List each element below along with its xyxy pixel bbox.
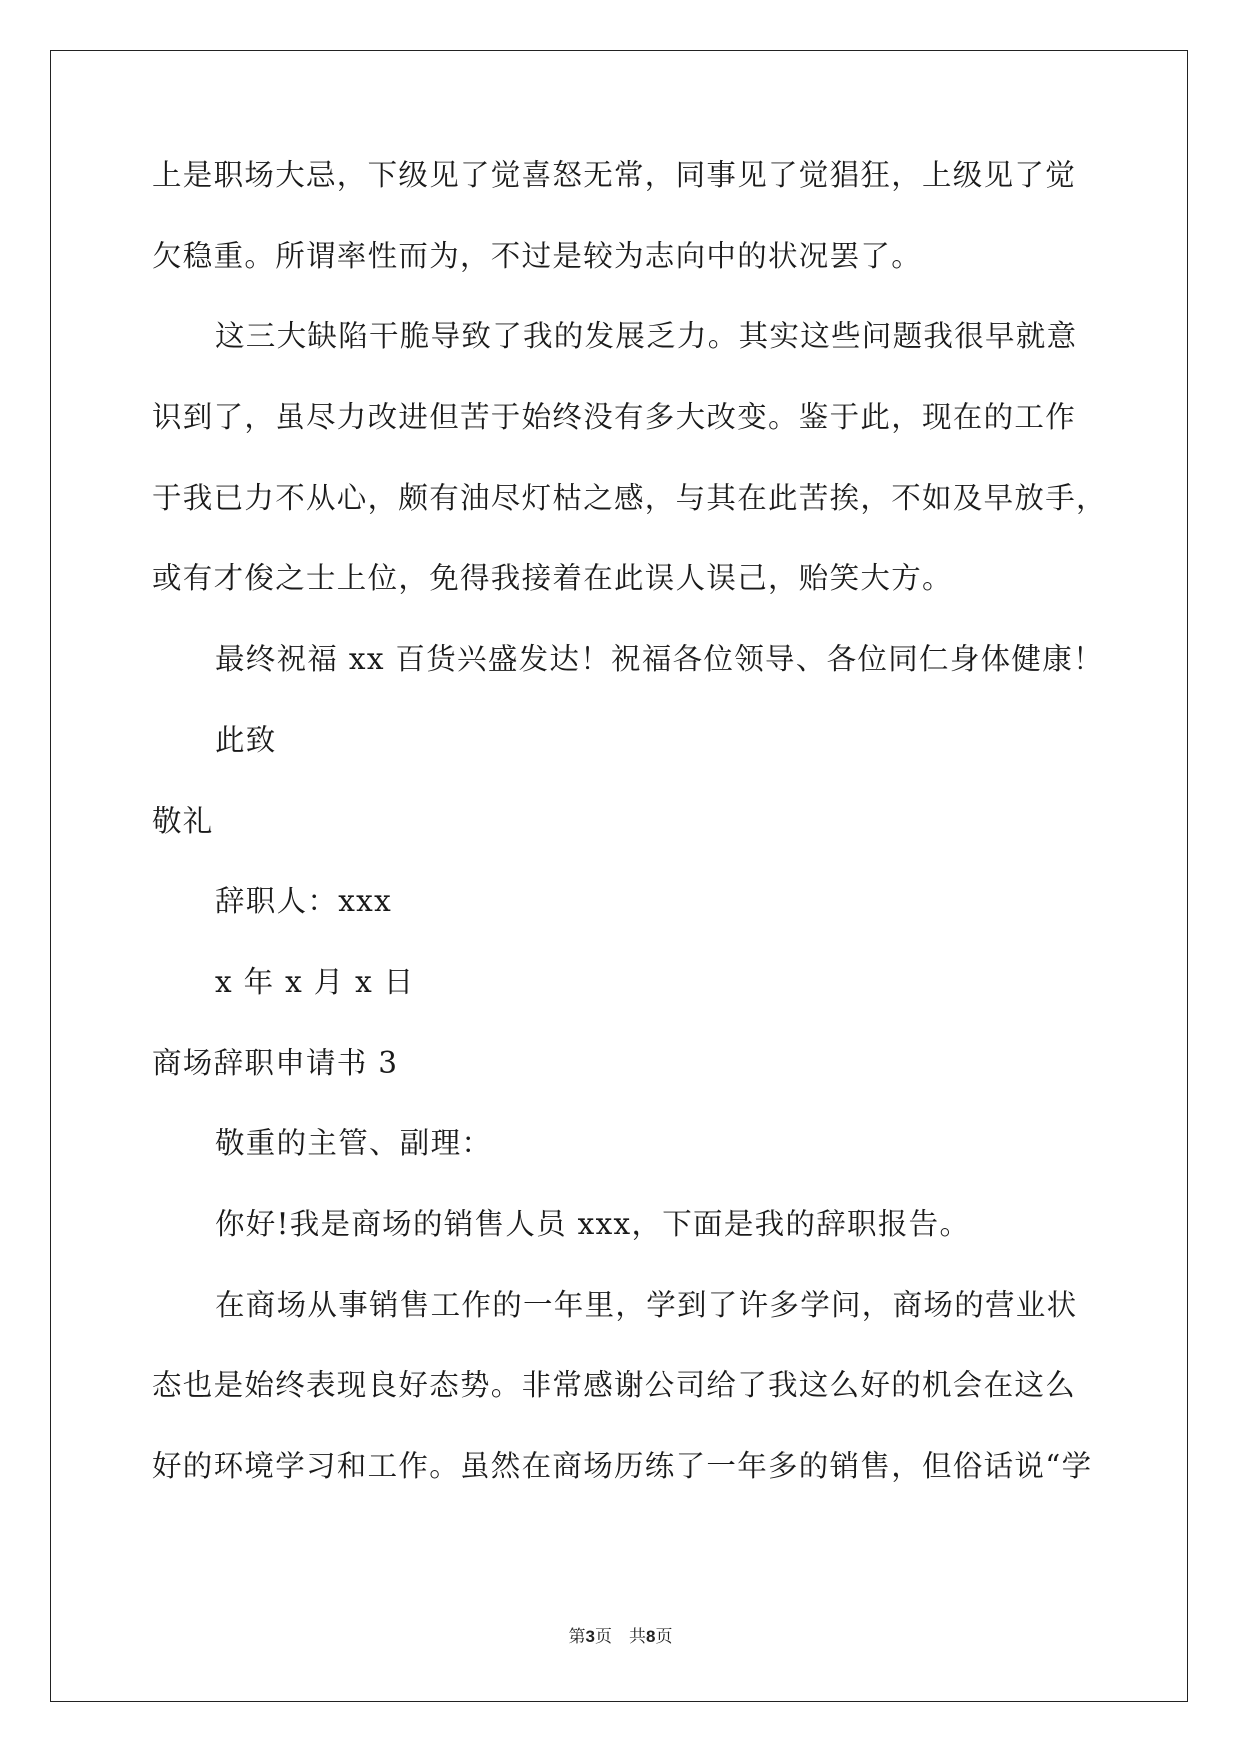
text-line: 好的环境学习和工作。虽然在商场历练了一年多的销售，但俗话说“学 (152, 1449, 1093, 1483)
footer-suffix: 页 (655, 1627, 673, 1647)
text-line: 识到了，虽尽力改进但苦于始终没有多大改变。鉴于此，现在的工作 (152, 400, 1077, 435)
text-line: 上是职场大忌，下级见了觉喜怒无常，同事见了觉猖狂，上级见了觉 (152, 158, 1077, 192)
document-body (152, 158, 1107, 1532)
text-line: 欠稳重。所谓率性而为，不过是较为志向中的状况罢了。 (152, 238, 923, 273)
salutation: 敬礼 (152, 803, 214, 838)
total-page-number: 8 (646, 1627, 656, 1646)
text-line: 最终祝福 xx 百货兴盛发达！祝福各位领导、各位同仁身体健康！ (215, 642, 1104, 677)
current-page-number: 3 (585, 1627, 595, 1646)
text-line: 你好!我是商场的销售人员 xxx，下面是我的辞职报告。 (215, 1206, 971, 1241)
signer-line: 辞职人：xxx (215, 884, 393, 919)
greeting-line: 敬重的主管、副理： (215, 1126, 493, 1161)
section-title: 商场辞职申请书 3 (152, 1045, 399, 1080)
text-line: 或有才俊之士上位，免得我接着在此误人误己，贻笑大方。 (152, 561, 953, 596)
text-line: 于我已力不从心，颇有油尽灯枯之感，与其在此苦挨，不如及早放手， (152, 480, 1107, 515)
date-line: x 年 x 月 x 日 (215, 964, 415, 999)
text-line: 在商场从事销售工作的一年里，学到了许多学问，商场的营业状 (215, 1287, 1078, 1322)
footer-mid: 页 共 (595, 1627, 646, 1647)
footer-prefix: 第 (568, 1627, 586, 1647)
text-line: 这三大缺陷干脆导致了我的发展乏力。其实这些问题我很早就意 (215, 319, 1078, 354)
closing-phrase: 此致 (215, 722, 277, 757)
text-line: 态也是始终表现良好态势。非常感谢公司给了我这么好的机会在这么 (152, 1368, 1077, 1403)
page-footer (0, 1622, 1241, 1647)
